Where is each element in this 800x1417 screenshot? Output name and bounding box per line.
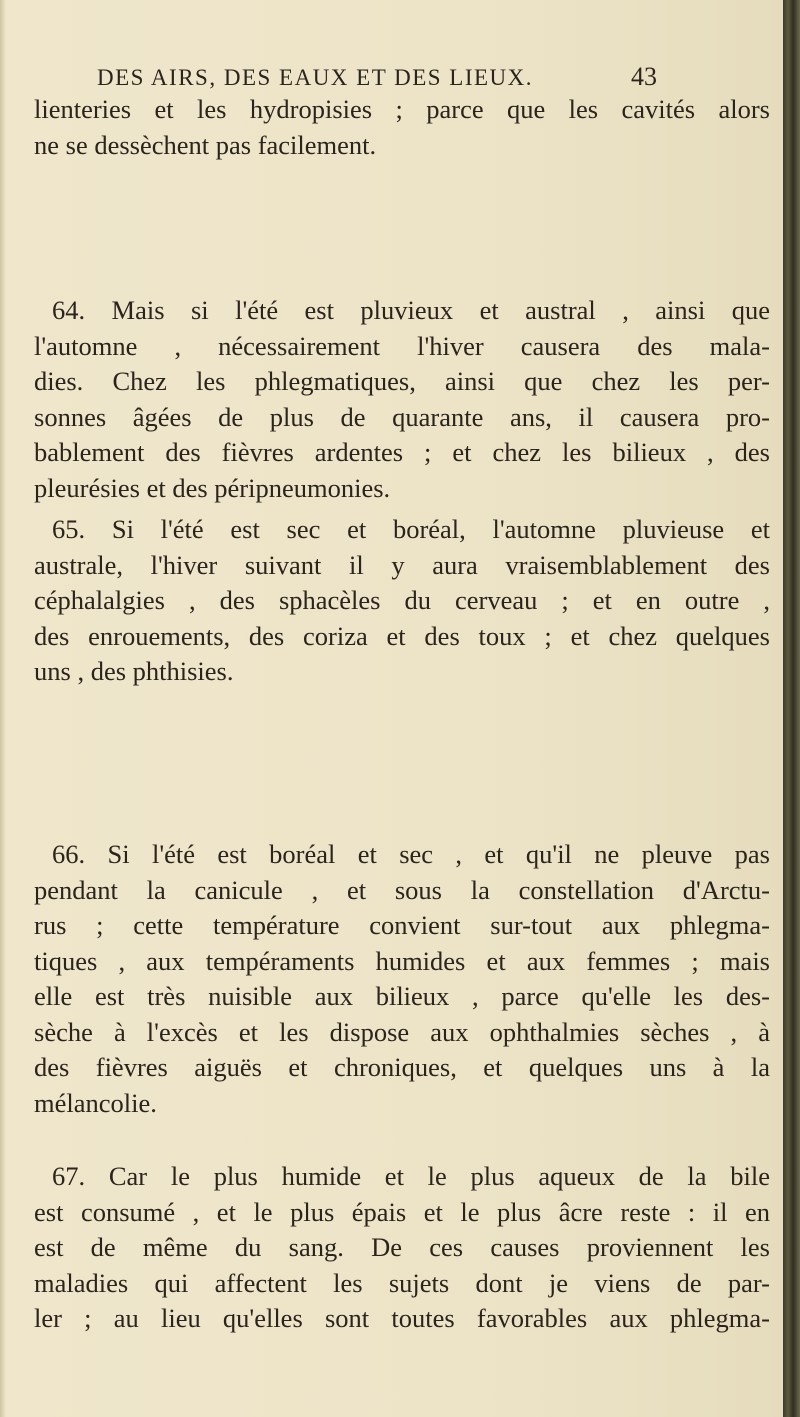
page-number: 43 [631, 62, 657, 91]
paragraph-continuation [34, 92, 770, 163]
text-line: bablement des fièvres ardentes ; et chez les bilieux , des [34, 437, 770, 467]
text-line: australe, l'hiver suivant il y aura vraisemblablement des [34, 549, 770, 580]
text-line: tiques , aux tempéraments humides et aux femmes ; mais [34, 945, 770, 976]
running-title: DES AIRS, DES EAUX ET DES LIEUX. [97, 65, 534, 90]
text-line: mélancolie. [34, 1087, 157, 1118]
text-line: des fièvres aiguës et chroniques, et quelques uns à la [34, 1052, 770, 1082]
text-line: pleurésies et des péripneumonies. [34, 472, 391, 503]
page-left-edge [0, 0, 6, 1417]
text-line: 65. Si l'été est sec et boréal, l'automne pluvieuse et [52, 514, 770, 544]
text-line: elle est très nuisible aux bilieux , parce qu'elle les des- [34, 981, 770, 1011]
book-binding-edge [783, 0, 800, 1417]
text-line: est consumé , et le plus épais et le plus âcre reste : il en [34, 1196, 770, 1227]
running-header [97, 62, 657, 92]
text-line: rus ; cette température convient sur-tout aux phlegma- [34, 910, 770, 940]
paragraph-64 [34, 293, 770, 506]
text-line: sonnes âgées de plus de quarante ans, il causera pro- [34, 401, 770, 432]
text-line: pendant la canicule , et sous la constellation d'Arctu- [34, 874, 770, 905]
text-line: 66. Si l'été est boréal et sec , et qu'il ne pleuve pas [52, 839, 770, 869]
text-line: uns , des phthisies. [34, 656, 234, 686]
text-line: lienteries et les hydropisies ; parce que les cavités alors [34, 94, 770, 124]
paragraph-67 [34, 1159, 770, 1337]
paragraph-66 [34, 837, 770, 1121]
text-line: des enrouements, des coriza et des toux ; et chez quelques [34, 620, 770, 651]
text-line: sèche à l'excès et les dispose aux ophthalmies sèches , à [34, 1016, 770, 1047]
text-line: maladies qui affectent les sujets dont je viens de par- [34, 1267, 770, 1298]
text-line: 67. Car le plus humide et le plus aqueux de la bile [52, 1161, 770, 1191]
text-line: est de même du sang. De ces causes proviennent les [34, 1232, 770, 1262]
paragraph-65 [34, 512, 770, 690]
text-line: céphalalgies , des sphacèles du cerveau ; et en outre , [34, 585, 770, 615]
text-line: 64. Mais si l'été est pluvieux et austral , ainsi que [52, 295, 770, 325]
text-line: ler ; au lieu qu'elles sont toutes favorables aux phlegma- [34, 1303, 770, 1333]
text-line: l'automne , nécessairement l'hiver causera des mala- [34, 330, 770, 361]
text-line: dies. Chez les phlegmatiques, ainsi que chez les per- [34, 366, 770, 396]
text-line: ne se dessèchent pas facilement. [34, 129, 377, 160]
